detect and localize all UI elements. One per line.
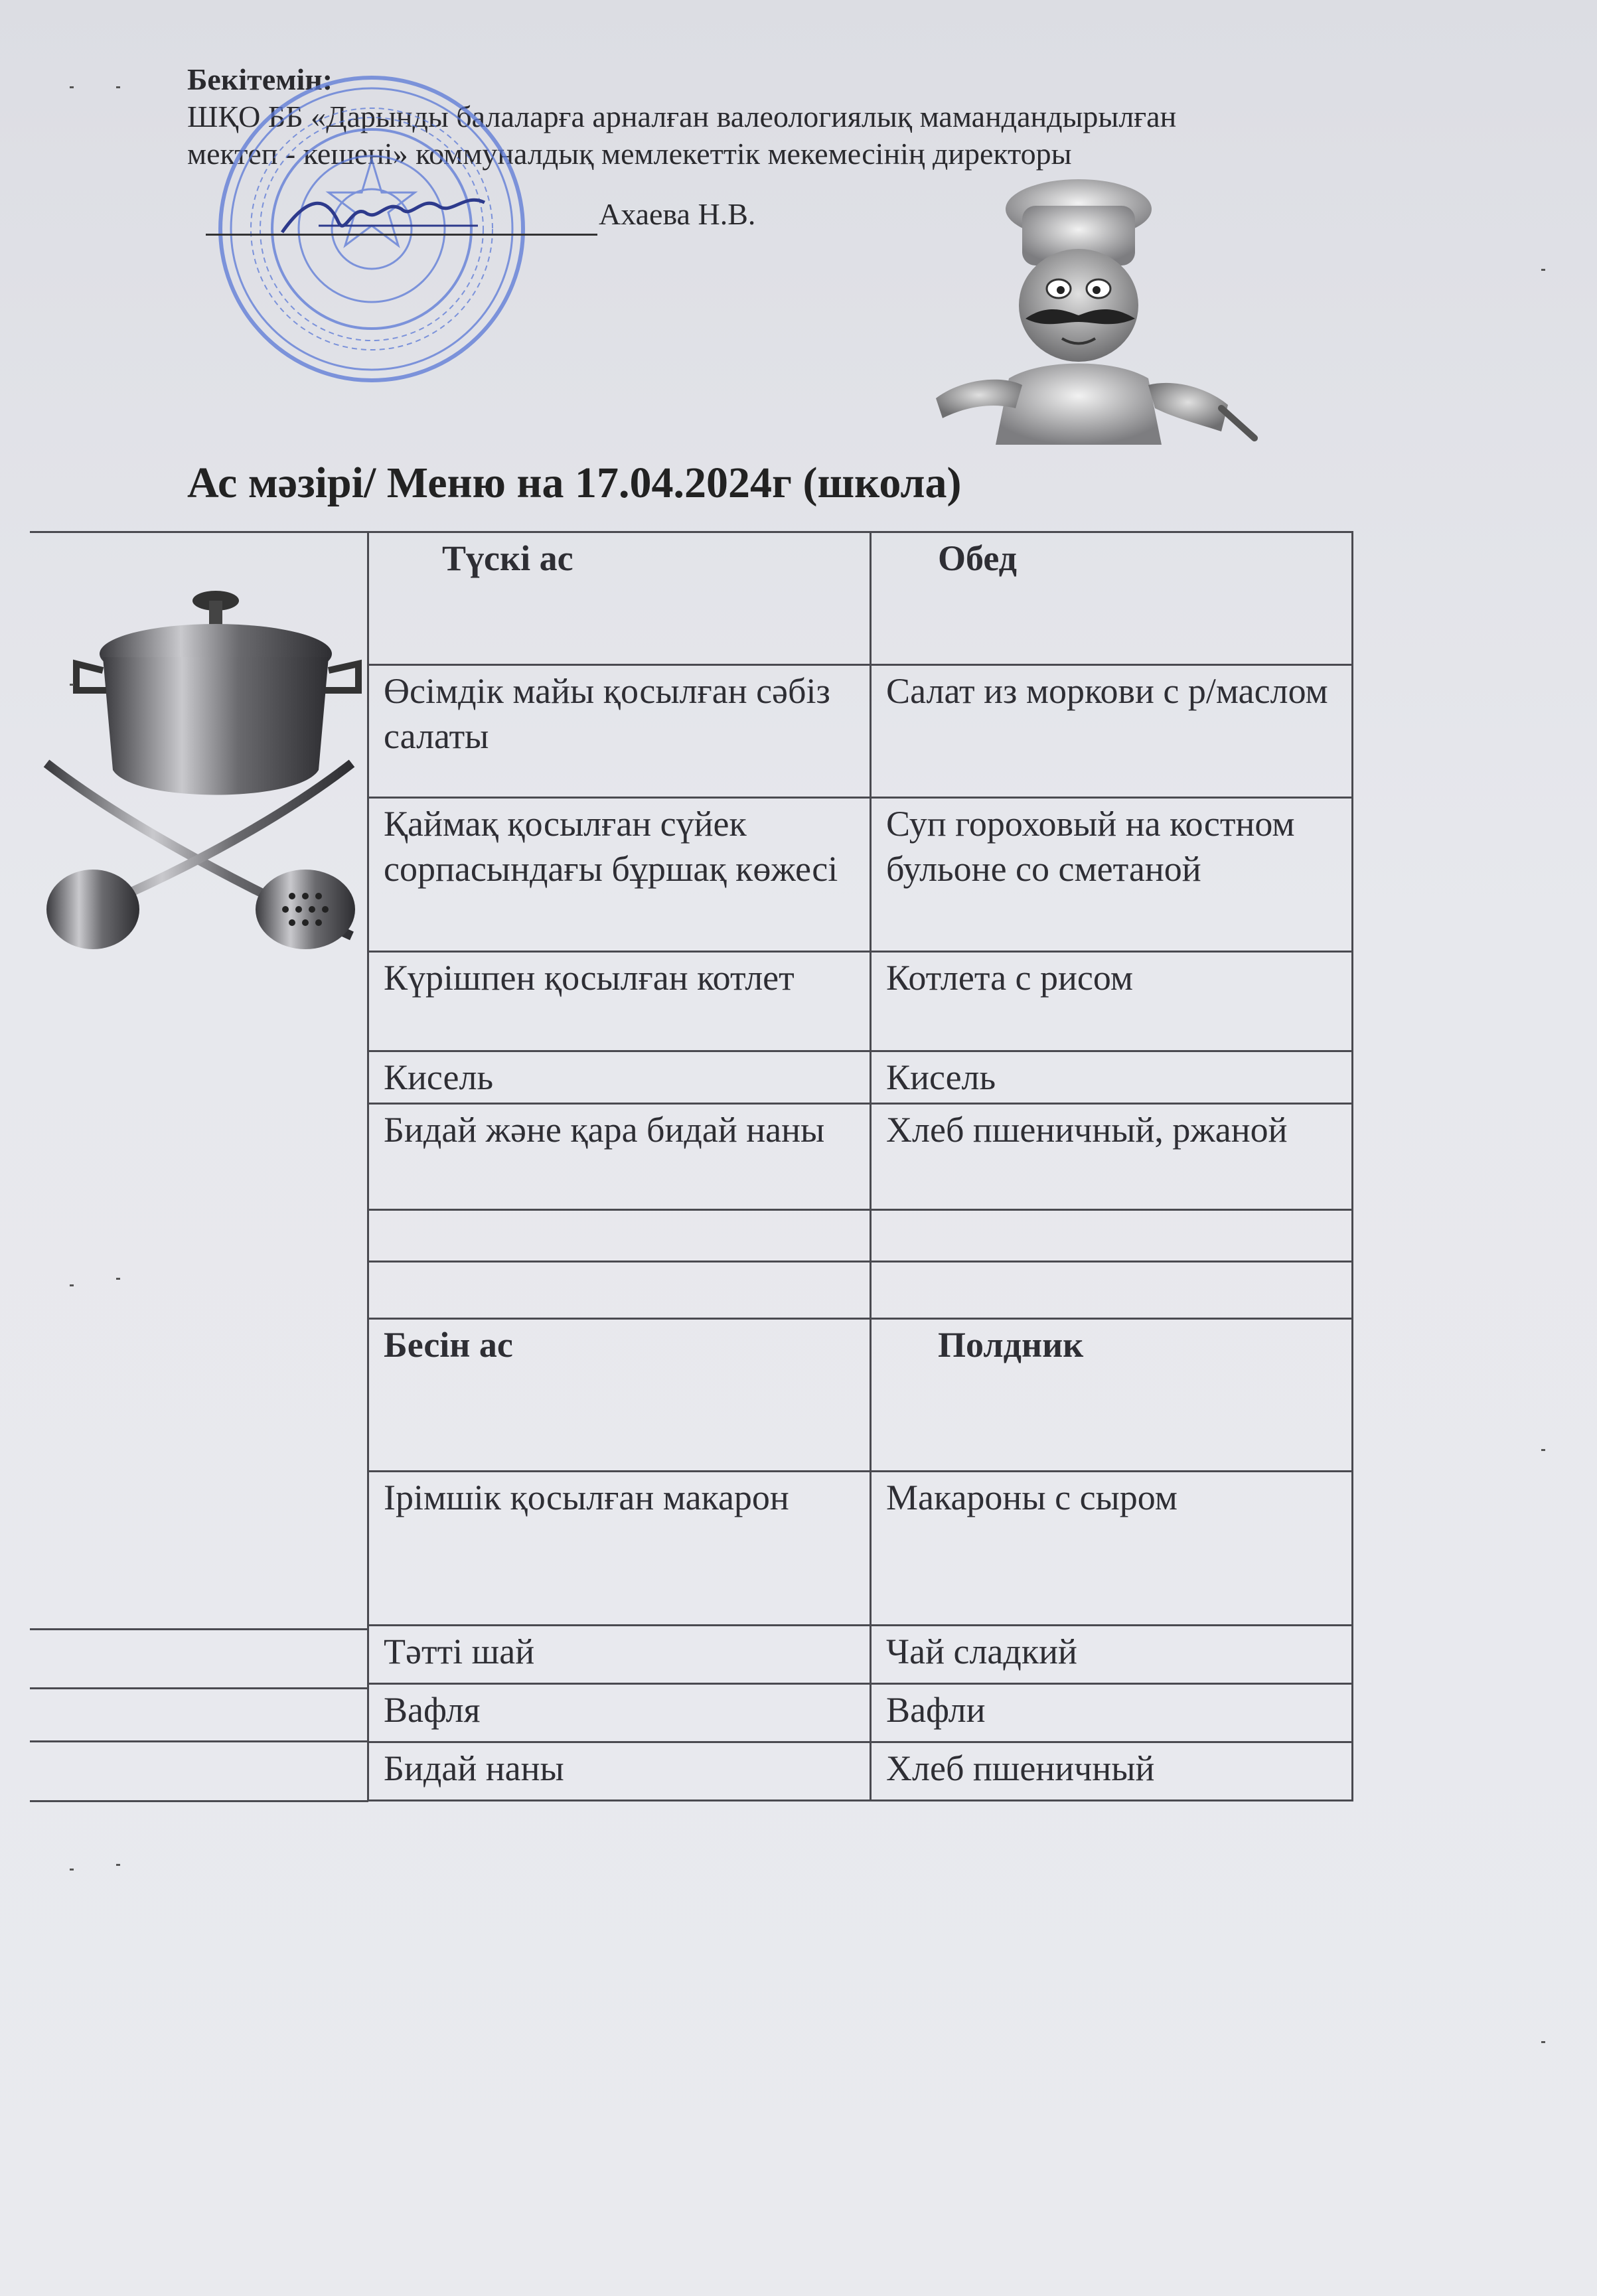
signature-icon [279, 186, 491, 246]
table-row [368, 1742, 1353, 1801]
lunch-item-kz: Қаймақ қосылған сүйек сорпасындағы бұршақ көжесі [368, 798, 871, 952]
lunch-item-ru: Хлеб пшеничный, ржаной [871, 1104, 1353, 1210]
lunch-item-ru: Котлета с рисом [871, 952, 1353, 1051]
table-row [368, 798, 1353, 952]
table-row [368, 952, 1353, 1051]
lunch-header-ru: Обед [871, 532, 1353, 665]
table-row [368, 665, 1353, 798]
table-row [368, 1626, 1353, 1684]
paper-speck [1541, 1449, 1545, 1451]
menu-table [367, 531, 1353, 1801]
paper-speck [1541, 269, 1545, 271]
paper-speck [116, 86, 120, 88]
signer-name: Ахаева Н.В. [599, 197, 756, 231]
snack-header-ru: Полдник [871, 1319, 1353, 1472]
table-left-row-line [30, 1740, 368, 1742]
lunch-item-kz: Бидай және қара бидай наны [368, 1104, 871, 1210]
approval-heading: Бекітемін: [187, 62, 333, 96]
lunch-item-ru: Кисель [871, 1051, 1353, 1104]
lunch-item-kz: Күрішпен қосылған котлет [368, 952, 871, 1051]
table-row [368, 1684, 1353, 1742]
lunch-header-kz: Түскі ас [368, 532, 871, 665]
paper-speck [70, 684, 74, 686]
paper-speck [116, 1278, 120, 1280]
snack-item-kz: Вафля [368, 1684, 871, 1742]
table-left-row-line [30, 1628, 368, 1630]
lunch-item-ru: Салат из моркови с р/маслом [871, 665, 1353, 798]
cooking-pot-icon [40, 591, 372, 969]
snack-item-kz: Бидай наны [368, 1742, 871, 1801]
signature-line [206, 234, 597, 236]
snack-header-kz: Бесін ас [368, 1319, 871, 1472]
lunch-item-ru: Суп гороховый на костном бульоне со сметаной [871, 798, 1353, 952]
paper-speck [70, 1869, 74, 1871]
table-row [368, 1104, 1353, 1210]
approval-line-1: ШҚО ББ «Дарынды балаларға арналған валеологиялық мамандандырылған [187, 100, 1177, 133]
table-row [368, 1472, 1353, 1626]
table-row [368, 1319, 1353, 1472]
chef-illustration-icon [909, 179, 1268, 445]
table-left-row-line [30, 1687, 368, 1689]
snack-item-ru: Хлеб пшеничный [871, 1742, 1353, 1801]
snack-item-kz: Ірімшік қосылған макарон [368, 1472, 871, 1626]
snack-item-ru: Вафли [871, 1684, 1353, 1742]
table-left-border [30, 531, 368, 533]
paper-speck [70, 1284, 74, 1286]
table-row-empty [368, 1210, 1353, 1262]
table-row [368, 532, 1353, 665]
signature-row [206, 192, 870, 239]
page-title: Ас мәзірі/ Меню на 17.04.2024г (школа) [187, 459, 962, 507]
lunch-item-kz: Кисель [368, 1051, 871, 1104]
table-row [368, 1051, 1353, 1104]
snack-item-kz: Тәтті шай [368, 1626, 871, 1684]
paper-speck [1541, 2041, 1545, 2043]
lunch-item-kz: Өсімдік майы қосылған сәбіз салаты [368, 665, 871, 798]
paper-speck [116, 1864, 120, 1866]
snack-item-ru: Макароны с сыром [871, 1472, 1353, 1626]
table-row-empty [368, 1262, 1353, 1319]
approval-line-2: мектеп - кешені» коммуналдық мемлекеттік мекемесінің директоры [187, 137, 1072, 171]
paper-speck [70, 86, 74, 88]
table-left-row-line [30, 1800, 368, 1802]
snack-item-ru: Чай сладкий [871, 1626, 1353, 1684]
